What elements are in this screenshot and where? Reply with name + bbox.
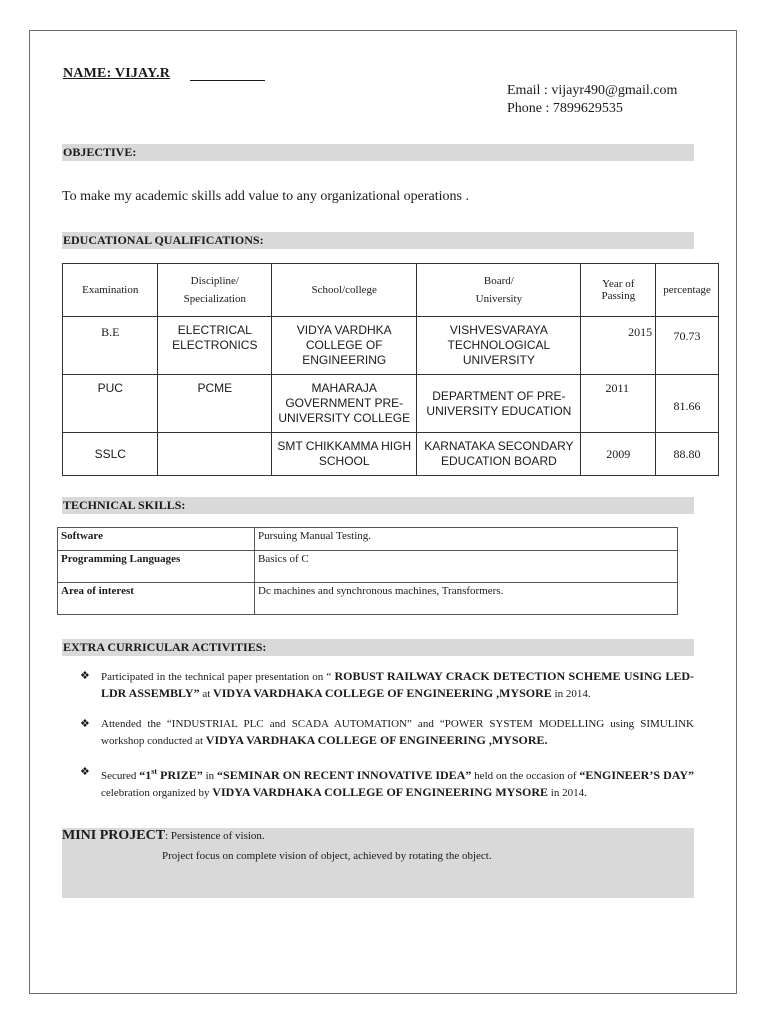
cell-year: 2011 (581, 375, 656, 433)
table-header-row (63, 264, 719, 317)
cell-percentage: 88.80 (656, 433, 719, 476)
cell-discipline (158, 433, 272, 476)
cell-school: MAHARAJA GOVERNMENT PRE-UNIVERSITY COLLEGE (272, 375, 417, 433)
bullet-icon: ❖ (80, 766, 90, 778)
cell-exam: B.E (63, 317, 158, 375)
skill-key: Software (58, 528, 255, 551)
mini-project-subtitle: : Persistence of vision. (165, 830, 265, 842)
cell-exam: PUC (63, 375, 158, 433)
table-row (63, 317, 719, 375)
cell-percentage: 70.73 (656, 317, 719, 375)
header-board-line1: Board/ (483, 275, 514, 287)
skills-table (57, 527, 678, 615)
cell-board: KARNATAKA SECONDARY EDUCATION BOARD (417, 433, 581, 476)
cell-board: VISHVESVARAYA TECHNOLOGICAL UNIVERSITY (417, 317, 581, 375)
email-line: Email : vijayr490@gmail.com (507, 83, 678, 98)
skill-value: Dc machines and synchronous machines, Transformers. (255, 583, 678, 615)
cell-discipline: PCME (158, 375, 272, 433)
education-heading: EDUCATIONAL QUALIFICATIONS: (62, 232, 694, 249)
phone-line: Phone : 7899629535 (507, 101, 623, 116)
skill-value: Pursuing Manual Testing. (255, 528, 678, 551)
education-table (62, 263, 719, 476)
skills-heading: TECHNICAL SKILLS: (62, 497, 694, 514)
header-year-line2: Passing (601, 290, 636, 302)
header-board (417, 264, 581, 317)
activity-text: Attended the “INDUSTRIAL PLC and SCADA AUTOMATION” and “POWER SYSTEM MODELLING using SIMULINK workshop conducted at VIDYA VARDHAKA COLLEGE OF ENGINEERING ,MYSORE. (101, 718, 694, 747)
table-row (58, 583, 678, 615)
header-year (581, 264, 656, 317)
name-underline (190, 80, 265, 81)
cell-school: SMT CHIKKAMMA HIGH SCHOOL (272, 433, 417, 476)
bullet-icon: ❖ (80, 718, 90, 730)
cell-percentage: 81.66 (656, 375, 719, 433)
header-discipline-line2: Specialization (183, 293, 246, 305)
header-discipline-line1: Discipline/ (190, 275, 239, 287)
candidate-name: NAME: VIJAY.R (63, 66, 171, 81)
header-year-line1: Year of (602, 278, 635, 290)
skill-key: Programming Languages (58, 551, 255, 583)
cell-year: 2015 (581, 317, 656, 375)
skill-key: Area of interest (58, 583, 255, 615)
cell-school: VIDYA VARDHKA COLLEGE OF ENGINEERING (272, 317, 417, 375)
objective-text: To make my academic skills add value to any organizational operations . (62, 189, 469, 204)
table-row (58, 528, 678, 551)
cell-board: DEPARTMENT OF PRE-UNIVERSITY EDUCATION (417, 375, 581, 433)
table-row (58, 551, 678, 583)
list-item (80, 764, 694, 801)
mini-project-section (62, 828, 694, 898)
table-row (63, 375, 719, 433)
activities-heading: EXTRA CURRICULAR ACTIVITIES: (62, 639, 694, 656)
cell-year: 2009 (581, 433, 656, 476)
header-examination: Examination (63, 264, 158, 317)
list-item (80, 716, 694, 749)
objective-heading: OBJECTIVE: (62, 144, 694, 161)
header-school: School/college (272, 264, 417, 317)
skill-value: Basics of C (255, 551, 678, 583)
header-board-line2: University (475, 293, 523, 305)
mini-project-description: Project focus on complete vision of object, achieved by rotating the object. (162, 850, 492, 862)
list-item (80, 668, 694, 702)
mini-project-heading: MINI PROJECT: Persistence of vision. (62, 828, 265, 843)
activity-text: Participated in the technical paper presentation on “ ROBUST RAILWAY CRACK DETECTION SCHEME USING LED-LDR ASSEMBLY” at VIDYA VARDHAKA COLLEGE OF ENGINEERING ,MYSORE in 2014. (101, 669, 695, 700)
header-percentage: percentage (656, 264, 719, 317)
activity-text: Secured “1st PRIZE” in “SEMINAR ON RECENT INNOVATIVE IDEA” held on the occasion of “ENGINEER’S DAY” celebration organized by VIDYA VARDHAKA COLLEGE OF ENGINEERING MYSORE in 2014. (101, 767, 694, 799)
table-row (63, 433, 719, 476)
cell-exam: SSLC (63, 433, 158, 476)
bullet-icon: ❖ (80, 670, 90, 682)
header-discipline (158, 264, 272, 317)
cell-discipline: ELECTRICAL ELECTRONICS (158, 317, 272, 375)
